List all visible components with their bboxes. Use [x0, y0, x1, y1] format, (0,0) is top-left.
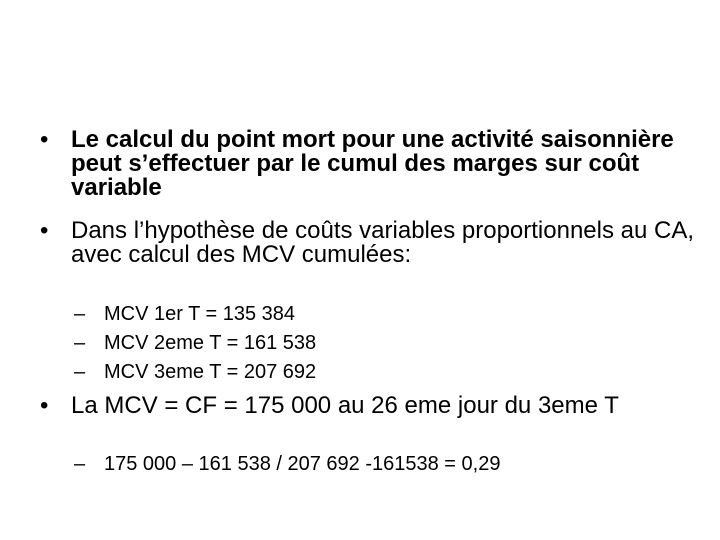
- sub-item-text: 175 000 – 161 538 / 207 692 -161538 = 0,29: [104, 453, 501, 475]
- bullet-marker: •: [40, 126, 49, 153]
- bullet-text: Dans l’hypothèse de coûts variables proportionnels au CA, avec calcul des MCV cumulées:: [71, 217, 695, 268]
- bullet-2: [40, 219, 710, 267]
- bullet-3: [40, 394, 710, 418]
- bullet-marker: •: [40, 392, 49, 419]
- sub-item-2: [74, 331, 714, 355]
- sub-item-marker: –: [74, 332, 86, 354]
- bullet-text: La MCV = CF = 175 000 au 26 eme jour du 3eme T: [71, 392, 619, 419]
- sub-item-text: MCV 2eme T = 161 538: [104, 332, 317, 354]
- sub-item-text: MCV 3eme T = 207 692: [104, 361, 317, 383]
- sub-item-1: [74, 302, 714, 326]
- bullet-text: Le calcul du point mort pour une activité saisonnière peut s’effectuer par le cumul des marges sur coût variable: [71, 126, 674, 201]
- sub-item-3: [74, 360, 714, 384]
- sub-item-marker: –: [74, 303, 86, 325]
- sub-item-4: [74, 452, 714, 476]
- sub-item-marker: –: [74, 361, 86, 383]
- sub-item-text: MCV 1er T = 135 384: [104, 303, 296, 325]
- bullet-marker: •: [40, 217, 49, 244]
- bullet-1: [40, 128, 710, 200]
- sub-item-marker: –: [74, 453, 86, 475]
